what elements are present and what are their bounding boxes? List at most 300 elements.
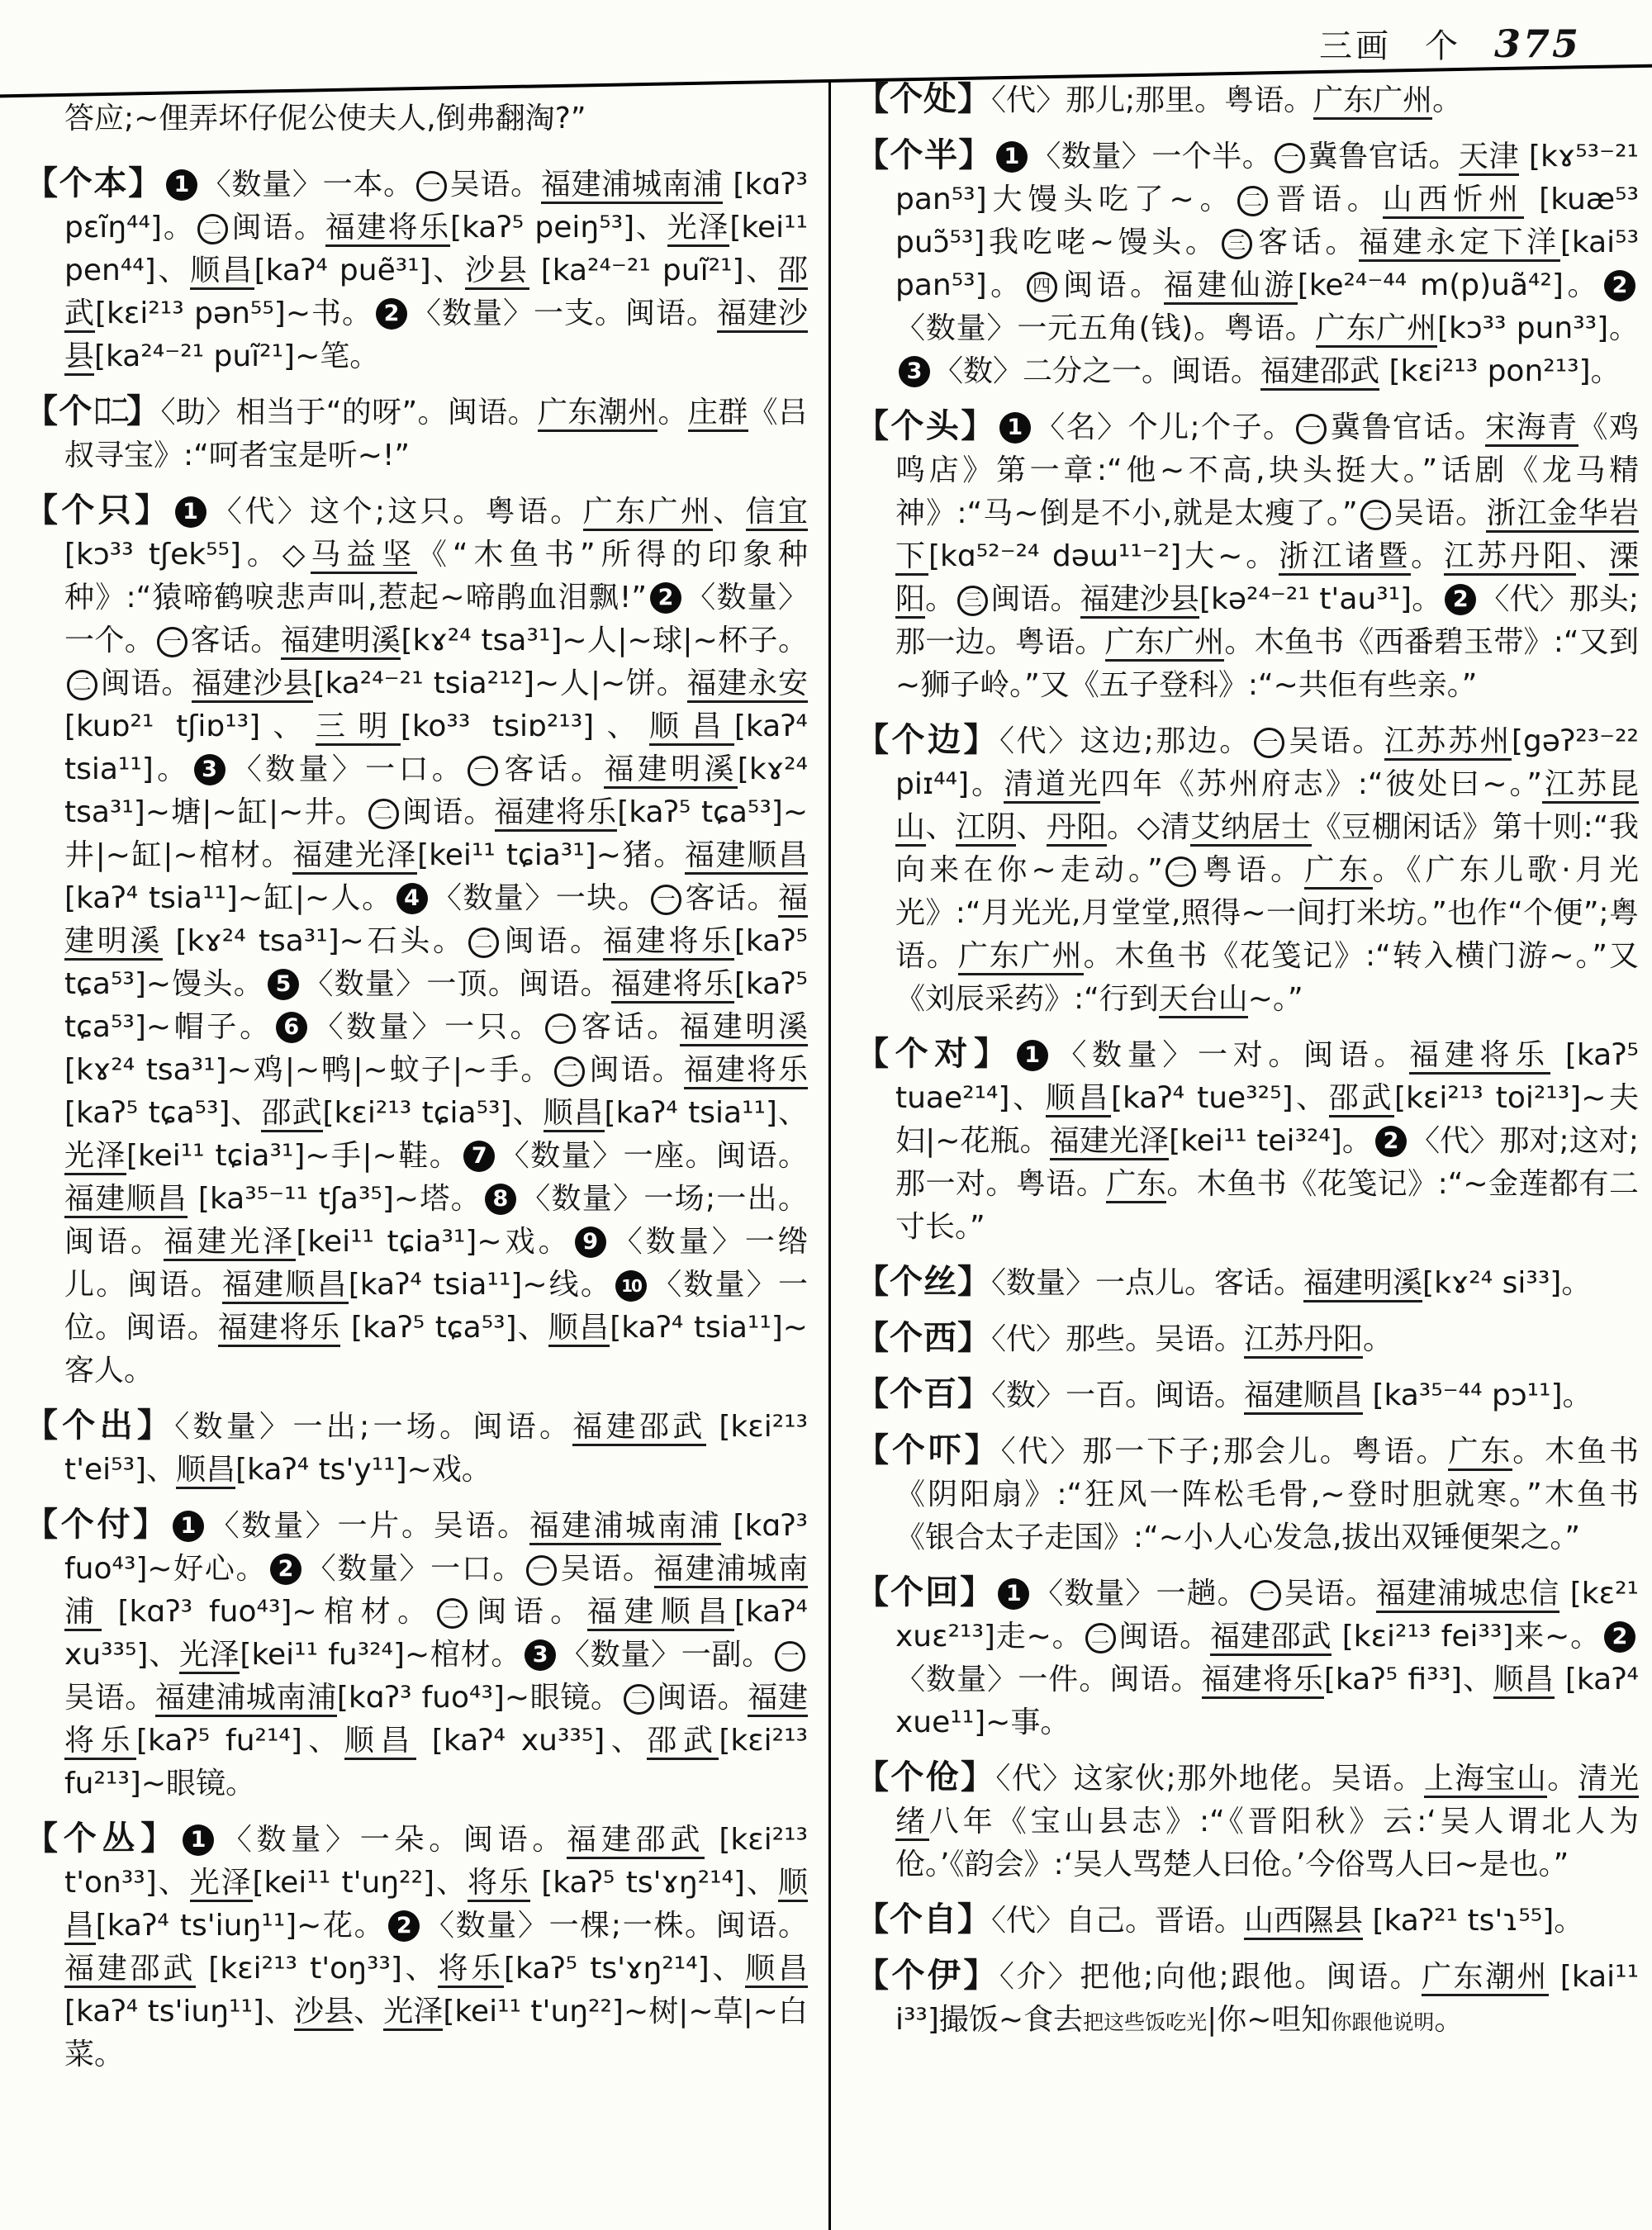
subsense-number: 二 (1360, 500, 1391, 530)
subsense-number: 一 (416, 171, 447, 202)
dictionary-entry (856, 1260, 1639, 1305)
proper-noun: 福建顺昌 (222, 1268, 349, 1304)
entry-text: 〈代〉那些。吴语。 (991, 1322, 1245, 1356)
subsense-number: 一 (1254, 728, 1284, 758)
entry-text: [ka²⁴⁻²¹ puĩ²¹]、 (529, 254, 778, 287)
entry-text: 、 (354, 1995, 384, 2028)
headword: 【个付】 (25, 1506, 169, 1544)
headword: 【个出】 (25, 1407, 175, 1445)
proper-noun: 将乐 (438, 1952, 504, 1988)
proper-noun: 福建明溪 (604, 752, 737, 789)
headword: 【个伧】 (856, 1758, 996, 1796)
subsense-number: 三 (957, 586, 988, 616)
entry-text: 闽语。 (1059, 268, 1164, 302)
proper-noun: 艾纳居士 (1190, 810, 1311, 847)
page-header (1319, 20, 1581, 67)
headword: 【个吓】 (856, 1431, 1001, 1469)
proper-noun: 顺昌 (548, 1311, 610, 1347)
proper-noun: 光泽 (64, 1139, 126, 1175)
entry-text: [kaʔ⁵ ts'ɤŋ²¹⁴]、 (529, 1866, 778, 1900)
page-number: 375 (1493, 21, 1581, 66)
entry-text: 客话。 (578, 1010, 680, 1044)
entry-text: 〈数量〉一位。闽语。 (64, 1268, 808, 1345)
entry-text: 〈介〉把他;向他;跟他。闽语。 (999, 1960, 1422, 1994)
entry-text: 闽语。 (501, 924, 603, 958)
proper-noun: 福建沙县 (64, 297, 808, 376)
entry-text: [kaʔ⁴ tsia¹¹]~客人。 (64, 1311, 808, 1388)
entry-text: [ka³⁵⁻¹¹ tʃa³⁵]~塔。 (188, 1182, 482, 1216)
proper-noun: 福建沙县 (192, 667, 313, 703)
sense-number: 1 (173, 1511, 204, 1542)
subsense-number: 二 (1165, 856, 1196, 887)
proper-noun: 广东广州 (1105, 625, 1225, 662)
proper-noun: 福建邵武 (1210, 1620, 1332, 1656)
dictionary-entry (25, 489, 808, 1393)
composite-character: 口二 (93, 392, 128, 430)
entry-text: [kɛ²¹ xuɛ²¹³]走~。 (895, 1577, 1639, 1654)
proper-noun: 福建将乐 (1409, 1038, 1550, 1075)
proper-noun: 顺昌 (649, 709, 734, 746)
sense-number: 8 (485, 1184, 516, 1215)
sense-number: 2 (270, 1554, 301, 1585)
entry-text: 〈代〉那对;这对;那一对。粤语。 (895, 1124, 1639, 1201)
proper-noun: 光泽 (667, 211, 730, 247)
sense-number: 1 (1017, 1040, 1048, 1071)
entry-text: 粤语。 (1198, 853, 1305, 887)
entry-text: [kɛi²¹³ toi²¹³]~夫妇|~花瓶。 (895, 1081, 1639, 1158)
entry-text: 。 (1434, 2003, 1464, 2037)
entry-text: [ka²⁴⁻²¹ puĩ²¹]~笔。 (94, 339, 380, 373)
entry-text: 、 (1016, 810, 1047, 844)
proper-noun: 福建浦城南浦 (155, 1681, 337, 1717)
entry-text: [kaʔ⁵ tɕa⁵³]、 (340, 1311, 548, 1345)
subsense-number: 二 (468, 928, 499, 958)
entry-text: [kaʔ⁵ ts'ɤŋ²¹⁴]、 (503, 1952, 746, 1986)
entry-text: 〈数量〉一棵;一株。闽语。 (423, 1909, 808, 1943)
headword: 【个百】 (856, 1375, 991, 1413)
entry-text: 〈代〉这边;那边。 (999, 724, 1251, 758)
proper-noun: 邵武 (1329, 1081, 1394, 1117)
entry-text: 〈数量〉一点儿。客话。 (991, 1266, 1304, 1300)
sense-number: 2 (376, 298, 407, 330)
proper-noun: 福建将乐 (611, 967, 734, 1004)
proper-noun: 山西忻州 (1383, 183, 1524, 219)
entry-text: [kei¹¹ tɕia³¹]~猪。 (417, 838, 685, 872)
subsense-number: 二 (1237, 186, 1268, 216)
proper-noun: 邵武 (647, 1724, 719, 1760)
entry-text: [kɑʔ³ pɛĩŋ⁴⁴]。 (64, 168, 808, 244)
entry-text: 〈代〉那一下子;那会儿。粤语。 (1000, 1435, 1449, 1468)
entry-text: 。 (1432, 83, 1463, 117)
dictionary-entry (856, 1898, 1639, 1943)
proper-noun: 福建将乐 (495, 795, 618, 832)
dictionary-entry (25, 1503, 808, 1805)
entry-text: 、 (713, 495, 746, 529)
inline-gloss: 把这些饭吃光 (1083, 2010, 1208, 2034)
proper-noun: 福建邵武 (572, 1410, 705, 1446)
proper-noun: 广东 (1106, 1167, 1166, 1203)
entry-text: [kaʔ⁵ peiŋ⁵³]、 (450, 211, 667, 244)
entry-text: 。 (657, 396, 688, 429)
proper-noun: 顺昌 (1493, 1663, 1555, 1699)
headword: 【个西】 (856, 1319, 991, 1357)
proper-noun: 邵武 (64, 254, 808, 333)
proper-noun: 福建光泽 (292, 838, 417, 875)
entry-text: 〈数量〉一个。 (64, 581, 808, 657)
entry-text: [kɑʔ³ fuo⁴³]~眼镜。 (336, 1681, 621, 1715)
proper-noun: 广东广州 (1316, 311, 1437, 348)
entry-text: 。木鱼书《花笺记》:“~金莲都有二寸长。” (895, 1167, 1639, 1244)
dictionary-entry (856, 719, 1639, 1021)
subsense-number: 三 (1222, 229, 1252, 259)
entry-text: [kaʔ⁵ tɕa⁵³]~帽子。 (64, 967, 808, 1044)
entry-text: 客话。 (684, 881, 778, 915)
proper-noun: 清光绪 (895, 1762, 1639, 1841)
subsense-number: 一 (1275, 143, 1305, 173)
right-column (856, 78, 1639, 2056)
entry-text: 。木鱼书《花笺记》:“转入横门游~。”又《刘辰采药》:“行到 (895, 939, 1639, 1016)
entry-text: 四年《苏州府志》:“彼处曰~。” (1099, 767, 1543, 801)
proper-noun: 广东潮州 (1422, 1960, 1549, 1996)
dictionary-entry (856, 1317, 1639, 1361)
proper-noun: 广东 (1448, 1435, 1512, 1471)
entry-text: 〈代〉那头;那一边。粤语。 (895, 582, 1639, 659)
entry-text: 〈数量〉一副。 (559, 1638, 772, 1672)
sense-number: 2 (650, 582, 681, 614)
headword: 【个本】 (25, 164, 163, 202)
entry-continuation (25, 97, 808, 140)
sense-number: 1 (996, 141, 1028, 173)
proper-noun: 光泽 (383, 1995, 443, 2031)
entry-text: 闽语。 (656, 1681, 748, 1715)
entry-text: 吴语。 (1286, 724, 1384, 758)
proper-noun: 沙县 (294, 1995, 354, 2031)
entry-text: [kaʔ⁴ puẽ³¹]、 (254, 254, 466, 287)
entry-text: 〈数量〉一本。 (200, 168, 414, 202)
subsense-number: 二 (1085, 1623, 1116, 1654)
entry-text: 闽语。 (401, 795, 495, 829)
proper-noun: 福建沙县 (1080, 582, 1199, 619)
sense-number: 2 (1445, 584, 1476, 615)
entry-text: 〈代〉那儿;那里。粤语。 (991, 83, 1314, 117)
dictionary-entry (856, 78, 1639, 122)
dictionary-entry (856, 1373, 1639, 1417)
entry-text: 〈数量〉一口。 (228, 752, 466, 786)
entry-text: [ke²⁴⁻⁴⁴ m(p)uã⁴²]。 (1297, 268, 1601, 302)
entry-text: 〈数量〉一件。闽语。 (895, 1663, 1202, 1696)
sense-number: 1 (183, 1824, 214, 1856)
sense-number: 4 (396, 883, 428, 914)
entry-text: 〈名〉个儿;个子。 (1033, 410, 1294, 444)
proper-noun: 福建将乐 (1202, 1663, 1324, 1699)
entry-text: [kɛi²¹³ fu²¹³]~眼镜。 (64, 1724, 808, 1801)
entry-text: ~。” (1247, 982, 1303, 1016)
entry-text: [kaʔ⁴ tsia¹¹]。 (64, 709, 808, 786)
sense-number: 3 (194, 754, 225, 785)
entry-text: [kei¹¹ tɕia³¹]~手|~鞋。 (126, 1139, 461, 1173)
entry-text: [kɤ²⁴ tsa³¹]~人|~球|~杯子。 (401, 624, 808, 657)
entry-text: [kaʔ⁴ xu³³⁵]、 (64, 1595, 808, 1672)
entry-text: 〈数量〉一绺儿。闽语。 (64, 1225, 808, 1302)
sense-number: 2 (1604, 1621, 1635, 1653)
entry-text: 闽语。 (469, 1595, 587, 1629)
entry-text: [kɔ³³ pun³³]。 (1436, 311, 1639, 345)
proper-noun: 宋海青 (1485, 410, 1578, 447)
entry-text: [kɛi²¹³ pon²¹³]。 (1379, 354, 1621, 388)
entry-text: [kɛi²¹³ tɕia⁵³]、 (322, 1096, 544, 1130)
headword: 【个边】 (856, 721, 1000, 759)
entry-text: 〈数量〉一口。 (305, 1552, 525, 1586)
entry-text: 。木鱼书《西番碧玉带》:“又到~狮子岭。”又《五子登科》:“~共佢有些亲。” (895, 625, 1639, 702)
proper-noun: 福建永安 (687, 667, 808, 703)
entry-text: [kaʔ²¹ ts'ɿ⁵⁵]。 (1363, 1904, 1584, 1938)
subsense-number: 一 (1251, 1580, 1281, 1611)
entry-text: 。木鱼书《阴阳扇》:“狂风一阵松毛骨,~登时胆就寒。”木鱼书《银合太子走国》:“~小人心发急,拔出双锤便架之。” (895, 1435, 1639, 1554)
entry-text: 〈数量〉一座。闽语。 (498, 1139, 808, 1173)
entry-text: 〈数量〉一顶。闽语。 (302, 967, 611, 1001)
entry-text: 〈数量〉一场;一出。闽语。 (64, 1182, 808, 1259)
entry-text: [kaʔ⁵ tɕa⁵³]~馒头。 (64, 924, 808, 1001)
dictionary-entry (856, 405, 1639, 707)
entry-text: 吴语。 (449, 168, 541, 202)
entry-text: [kei¹¹ tɕia³¹]~戏。 (296, 1225, 572, 1259)
proper-noun: 福建顺昌 (1244, 1378, 1363, 1415)
proper-noun: 三明 (316, 709, 401, 746)
proper-noun: 溧阳 (895, 539, 1639, 619)
proper-noun: 江苏昆山 (895, 767, 1639, 847)
entry-text: [kə²⁴⁻²¹ t'au³¹]。 (1199, 582, 1442, 616)
entry-text: |你~呾知 (1207, 2003, 1332, 2037)
proper-noun: 福建明溪 (64, 881, 808, 961)
entry-text: [kɛi²¹³ fei³³]来~。 (1332, 1620, 1601, 1654)
proper-noun: 福建邵武 (64, 1952, 196, 1988)
sense-number: 2 (1604, 270, 1635, 301)
entry-text: 〈数量〉一片。吴语。 (206, 1509, 529, 1543)
proper-noun: 邵武 (261, 1096, 322, 1132)
entry-text: [kɛi²¹³ pən⁵⁵]~书。 (95, 297, 373, 330)
proper-noun: 福建浦城南浦 (541, 168, 723, 204)
entry-text: 〈数量〉一块。 (430, 881, 649, 915)
entry-text: [kɤ²⁴ tsa³¹]~鸡|~鸭|~蚊子|~手。 (64, 1053, 553, 1087)
subsense-number: 一 (526, 1555, 557, 1586)
proper-noun: 福建将乐 (64, 1681, 808, 1760)
entry-text: 。 (925, 582, 956, 616)
entry-text: 《吕叔寻宝》:“呵者宝是听~!” (64, 396, 808, 472)
dictionary-entry (25, 1817, 808, 2076)
entry-text: [kai¹¹ i³³]撮饭~食去 (895, 1960, 1639, 2037)
entry-text: 〈数量〉一支。闽语。 (410, 297, 717, 330)
proper-noun: 福建光泽 (164, 1225, 296, 1261)
entry-text: [kei¹¹ fu³²⁴]~棺材。 (240, 1638, 522, 1672)
proper-noun: 天津 (1459, 140, 1519, 176)
entry-text: 客话。 (501, 752, 605, 786)
entry-text: 。《广东儿歌·月光光》:“月光光,月堂堂,照得~一间打米坊。”也作“个便”;粤语。 (895, 853, 1639, 973)
headword: 【个处】 (856, 80, 991, 118)
entry-text: 、 (1575, 539, 1609, 573)
entry-text: [gəʔ²³⁻²² piɪ⁴⁴]。 (895, 724, 1639, 801)
entry-text: 。◇清 (1106, 810, 1191, 844)
proper-noun: 顺昌 (1046, 1081, 1111, 1117)
entry-text: 〈数量〉一朵。闽语。 (216, 1823, 567, 1857)
subsense-number: 二 (624, 1684, 654, 1715)
entry-text: 答应;~俚弄坏仔伲公使夫人,倒弗翻淘?” (64, 102, 586, 135)
proper-noun: 顺昌 (190, 254, 254, 290)
sense-number: 2 (1375, 1126, 1407, 1157)
entry-text: 〈数量〉一出;一场。闽语。 (174, 1410, 573, 1444)
proper-noun: 丹阳 (1047, 810, 1107, 847)
subsense-number: 一 (468, 756, 498, 786)
entry-text: [kaʔ⁵ tɕa⁵³]~井|~缸|~棺材。 (64, 795, 808, 872)
proper-noun: 福建光泽 (1050, 1124, 1169, 1160)
headword: 【个丝】 (856, 1263, 991, 1301)
proper-noun: 福建浦城南浦 (64, 1552, 808, 1631)
headword: 【个 (25, 392, 93, 430)
entry-text: [kuæ⁵³ puɔ̃⁵³]我吃咾~馒头。 (895, 183, 1639, 259)
entry-text: 闽语。 (1118, 1620, 1210, 1654)
dictionary-entry (25, 390, 808, 477)
entry-text: [kɤ²⁴ si³³]。 (1422, 1266, 1592, 1300)
sense-number: 1 (999, 412, 1031, 444)
headword: 【个伊】 (856, 1957, 999, 1995)
headword: 【个自】 (856, 1900, 991, 1938)
entry-text: 吴语。 (559, 1552, 654, 1586)
entry-text: 〈代〉自己。晋语。 (991, 1904, 1245, 1938)
subsense-number: 一 (1296, 414, 1327, 444)
headword: 【个回】 (856, 1573, 995, 1611)
entry-text: 吴语。 (1283, 1577, 1376, 1611)
entry-text: [kaʔ⁴ ts'iuŋ¹¹]、 (64, 1995, 295, 2028)
proper-noun: 福建浦城忠信 (1376, 1577, 1559, 1613)
sense-number: 1 (166, 169, 197, 201)
entry-text: [kaʔ⁴ ts'iuŋ¹¹]~花。 (95, 1909, 386, 1943)
dictionary-entry (856, 1429, 1639, 1559)
proper-noun: 福建将乐 (325, 211, 450, 247)
entry-text: 闽语。 (230, 211, 325, 244)
proper-noun: 广东广州 (583, 495, 714, 531)
entry-text: 《豆棚闲话》第十则:“我向来在你~走动。” (895, 810, 1639, 887)
entry-text: [ka³⁵⁻⁴⁴ pɔ¹¹]。 (1363, 1378, 1593, 1412)
sense-number: 3 (525, 1639, 556, 1671)
entry-text: [kaʔ⁵ fu²¹⁴]、 (136, 1724, 344, 1758)
proper-noun: 福建明溪 (680, 1010, 808, 1046)
sense-number: 2 (388, 1910, 420, 1942)
proper-noun: 光泽 (179, 1638, 240, 1674)
sense-number: 6 (276, 1012, 307, 1043)
section-label: 三画 (1318, 27, 1392, 65)
entry-text: [kei¹¹ pen⁴⁴]、 (64, 211, 808, 287)
proper-noun: 福建邵武 (567, 1823, 705, 1859)
entry-text: [kei¹¹ t'uŋ²²]~树|~草|~白菜。 (64, 1995, 808, 2071)
entry-text: [ko³³ tsiɒ²¹³]、 (400, 709, 650, 743)
proper-noun: 福建顺昌 (587, 1595, 734, 1631)
entry-text: 吴语。 (1393, 496, 1487, 530)
proper-noun: 福建永定下洋 (1359, 225, 1560, 262)
entry-text: [kaʔ⁴ tue³²⁵]、 (1110, 1081, 1329, 1115)
subsense-number: 四 (1027, 272, 1057, 302)
proper-noun: 清道光 (1004, 767, 1100, 804)
entry-text: 〈代〉这个;这只。粤语。 (209, 495, 583, 529)
entry-text: 客话。 (1254, 225, 1360, 259)
entry-text: [kaʔ⁴ xue¹¹]~事。 (895, 1663, 1639, 1739)
proper-noun: 福建将乐 (218, 1311, 341, 1347)
proper-noun: 顺昌 (745, 1952, 808, 1988)
entry-text: 。 (1411, 539, 1445, 573)
entry-text: 〈数量〉一元五角(钱)。粤语。 (895, 311, 1316, 345)
proper-noun: 光泽 (190, 1866, 253, 1902)
proper-noun: 福建顺昌 (64, 1182, 188, 1218)
entry-text: 吴语。 (64, 1681, 155, 1715)
entry-text: [kɑ⁵²⁻²⁴ dəɯ¹¹⁻²]大~。 (928, 539, 1279, 573)
subsense-number: 二 (437, 1598, 468, 1629)
entry-text: [kaʔ⁵ fi³³]、 (1323, 1663, 1494, 1696)
entry-text: 闽语。 (587, 1053, 684, 1087)
subsense-number: 二 (368, 799, 399, 829)
sense-number: 1 (175, 496, 206, 528)
headword: 【个只】 (25, 491, 172, 529)
proper-noun: 庄群 (688, 396, 748, 432)
proper-noun: 福建明溪 (281, 624, 401, 660)
entry-text: 〈数量〉一只。 (310, 1010, 544, 1044)
sense-number: 1 (998, 1578, 1029, 1610)
proper-noun: 福建邵武 (1260, 354, 1379, 391)
proper-noun: 顺昌 (544, 1096, 605, 1132)
entry-text: 〈数量〉一个半。 (1030, 140, 1273, 173)
subsense-number: 一 (157, 627, 188, 657)
subsense-number: 二 (67, 670, 97, 700)
entry-text: 〈数量〉一趟。 (1032, 1577, 1248, 1611)
proper-noun: 天台山 (1159, 982, 1248, 1018)
subsense-number: 二 (554, 1056, 585, 1087)
proper-noun: 广东 (1304, 853, 1372, 890)
headword: 【个半】 (856, 136, 993, 174)
proper-noun: 福建顺昌 (685, 838, 808, 875)
headword: 【个头】 (856, 407, 996, 445)
entry-text: 。 (1363, 1322, 1393, 1356)
entry-text: [kaʔ⁴ xu³³⁵]、 (415, 1724, 648, 1758)
proper-noun: 广东潮州 (538, 396, 657, 432)
subsense-number: 一 (775, 1641, 805, 1672)
proper-noun: 将乐 (468, 1866, 530, 1902)
entry-text: 〈数〉二分之一。闽语。 (933, 354, 1261, 388)
proper-noun: 浙江金华岩下 (895, 496, 1639, 576)
proper-noun: 广东广州 (958, 939, 1084, 975)
inline-gloss: 你跟他说明 (1331, 2010, 1435, 2034)
entry-text: [kaʔ⁵ tuae²¹⁴]、 (895, 1038, 1639, 1115)
entry-text: [kɑʔ³ fuo⁴³]~棺材。 (101, 1595, 434, 1629)
dictionary-entry (856, 1571, 1639, 1744)
proper-noun: 顺昌 (344, 1724, 416, 1760)
entry-text: 闽语。 (100, 667, 192, 700)
entry-text: [kɔ³³ tʃek⁵⁵]。◇ (64, 538, 311, 572)
entry-text: [kaʔ⁴ ts'y¹¹]~戏。 (235, 1453, 491, 1487)
entry-text: 闽语。 (990, 582, 1080, 616)
proper-noun: 马益坚 (311, 538, 417, 574)
proper-noun: 上海宝山 (1424, 1762, 1547, 1798)
dictionary-entry (856, 1032, 1639, 1249)
proper-noun: 顺昌 (64, 1866, 808, 1945)
proper-noun: 山西隰县 (1244, 1904, 1363, 1940)
entry-text: 〈数〉一百。闽语。 (991, 1378, 1245, 1412)
subsense-number: 一 (545, 1013, 576, 1044)
left-column (25, 97, 808, 2088)
proper-noun: 沙县 (465, 254, 529, 290)
entry-text: 、 (925, 810, 957, 844)
subsense-number: 一 (651, 885, 681, 915)
sense-number: 9 (575, 1226, 606, 1258)
proper-noun: 广东广州 (1313, 83, 1432, 120)
radical-character: 个 (1424, 27, 1461, 65)
entry-text: [kaʔ⁴ tsia¹¹]~缸|~人。 (64, 881, 393, 915)
